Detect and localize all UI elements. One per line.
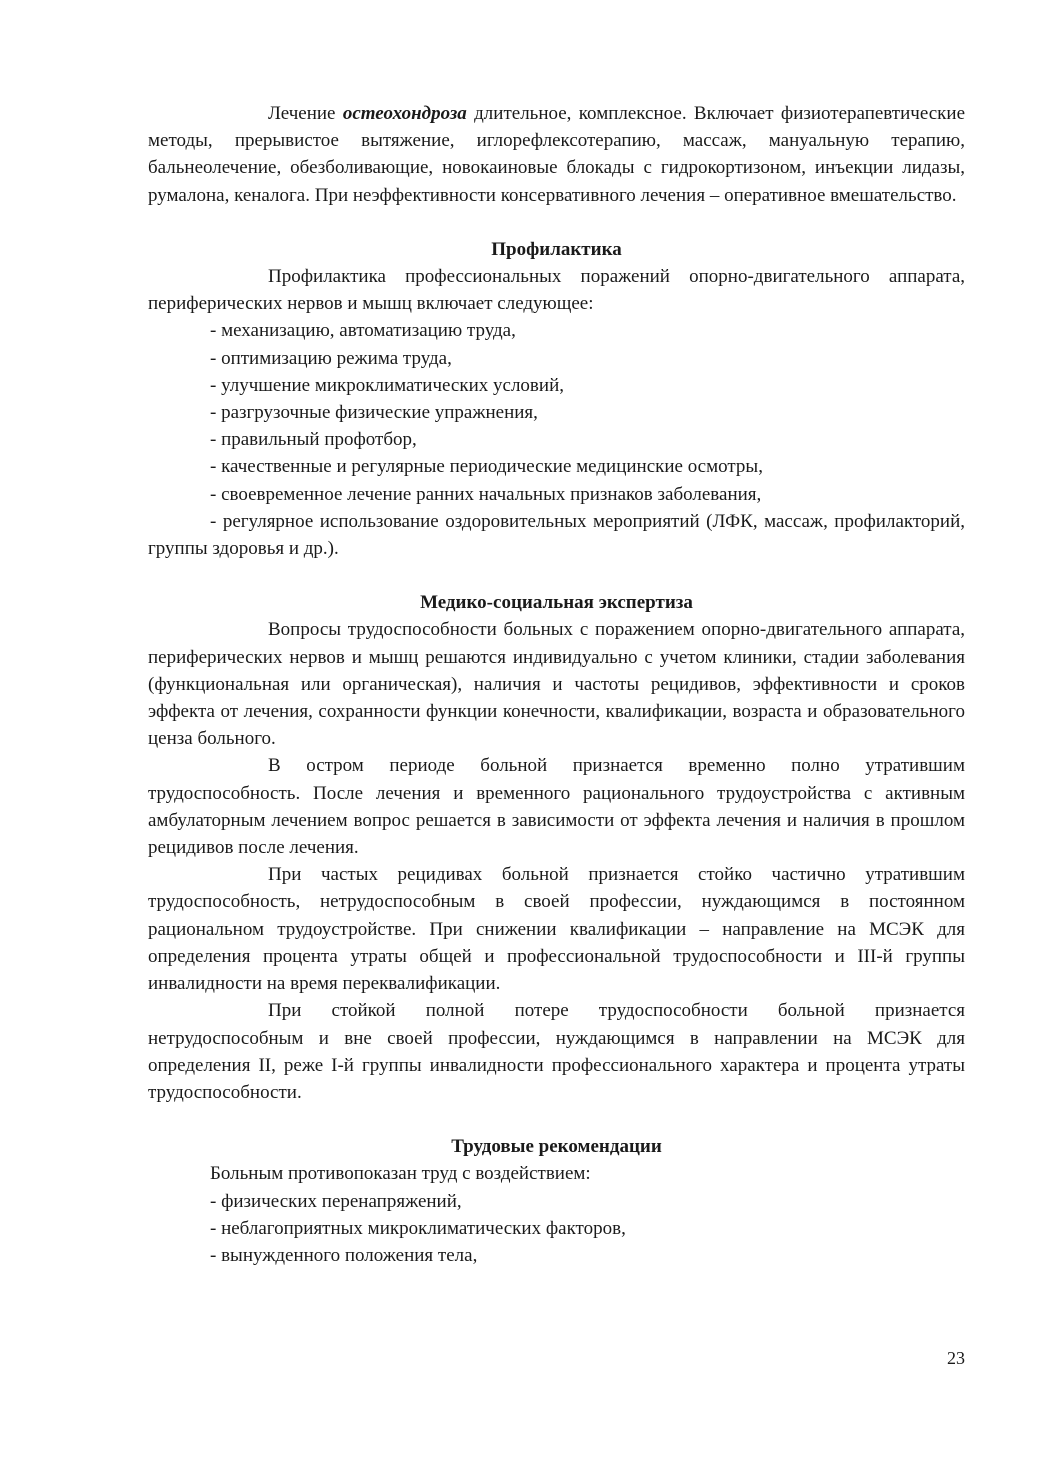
prevention-item: - качественные и регулярные периодические медицинские осмотры, (210, 456, 763, 478)
intro-term: остеохондроза (342, 103, 467, 124)
prevention-item: - механизацию, автоматизацию труда, (210, 320, 516, 342)
work-item: - физических перенапряжений, (210, 1190, 462, 1212)
prevention-item: - своевременное лечение ранних начальных признаков заболевания, (210, 483, 762, 505)
prevention-lead: Профилактика профессиональных поражений опорно-двигательного аппарата, периферических нервов и мышц включает следующее: (148, 266, 965, 315)
prevention-item: - улучшение микроклиматических условий, (210, 374, 564, 396)
intro-paragraph (148, 100, 965, 209)
expertise-paragraph: В остром периоде больной признается временно полно утратившим трудоспособность. После лечения и временного рационального трудоустройства с активным амбулаторным лечением вопрос решается в зависимости от эффекта лечения и наличия в прошлом рецидивов после лечения. (148, 755, 965, 859)
prevention-item: - правильный профотбор, (210, 429, 417, 451)
prevention-heading: Профилактика (491, 238, 622, 260)
prevention-item: - разгрузочные физические упражнения, (210, 402, 538, 424)
page-number: 23 (947, 1348, 965, 1368)
work-heading: Трудовые рекомендации (451, 1136, 662, 1158)
work-item: - неблагоприятных микроклиматических факторов, (210, 1217, 626, 1239)
expertise-paragraph: При частых рецидивах больной признается стойко частично утратившим трудоспособность, нетрудоспособным в своей профессии, нуждающимся в постоянном рациональном трудоустройстве. При снижении квалификации – направление на МСЭК для определения процента утраты общей и профессиональной трудоспособности и III-й группы инвалидности на время переквалификации. (148, 864, 965, 995)
expertise-heading: Медико-социальная экспертиза (420, 592, 693, 614)
prevention-item: - регулярное использование оздоровительных мероприятий (ЛФК, массаж, профилакторий, группы здоровья и др.). (148, 510, 965, 560)
work-lead: Больным противопоказан труд с воздействием: (210, 1163, 591, 1185)
work-item: - вынужденного положения тела, (210, 1244, 478, 1266)
expertise-paragraph: При стойкой полной потере трудоспособности больной признается нетрудоспособным и вне своей профессии, нуждающимся в направлении на МСЭК для определения II, реже I-й группы инвалидности профессионального характера и процента утраты трудоспособности. (148, 1000, 965, 1103)
intro-rest: длительное, комплексное. Включает физиотерапевтические методы, прерывистое вытяжение, иглорефлексотерапию, массаж, мануальную терапию, бальнеолечение, обезболивающие, новокаиновые блокады с гидрокортизоном, инъекции лидазы, румалона, кеналога. При неэффективности консервативного лечения – оперативное вмешательство. (148, 103, 965, 206)
intro-prefix: Лечение (268, 103, 343, 124)
document-body (148, 100, 965, 1269)
prevention-item: - оптимизацию режима труда, (210, 347, 452, 369)
expertise-paragraph: Вопросы трудоспособности больных с поражением опорно-двигательного аппарата, периферических нервов и мышц решаются индивидуально с учетом клиники, стадии заболевания (функциональная или органическая), наличия и частоты рецидивов, эффективности и сроков эффекта от лечения, сохранности функции конечности, квалификации, возраста и образовательного ценза больного. (148, 619, 965, 750)
